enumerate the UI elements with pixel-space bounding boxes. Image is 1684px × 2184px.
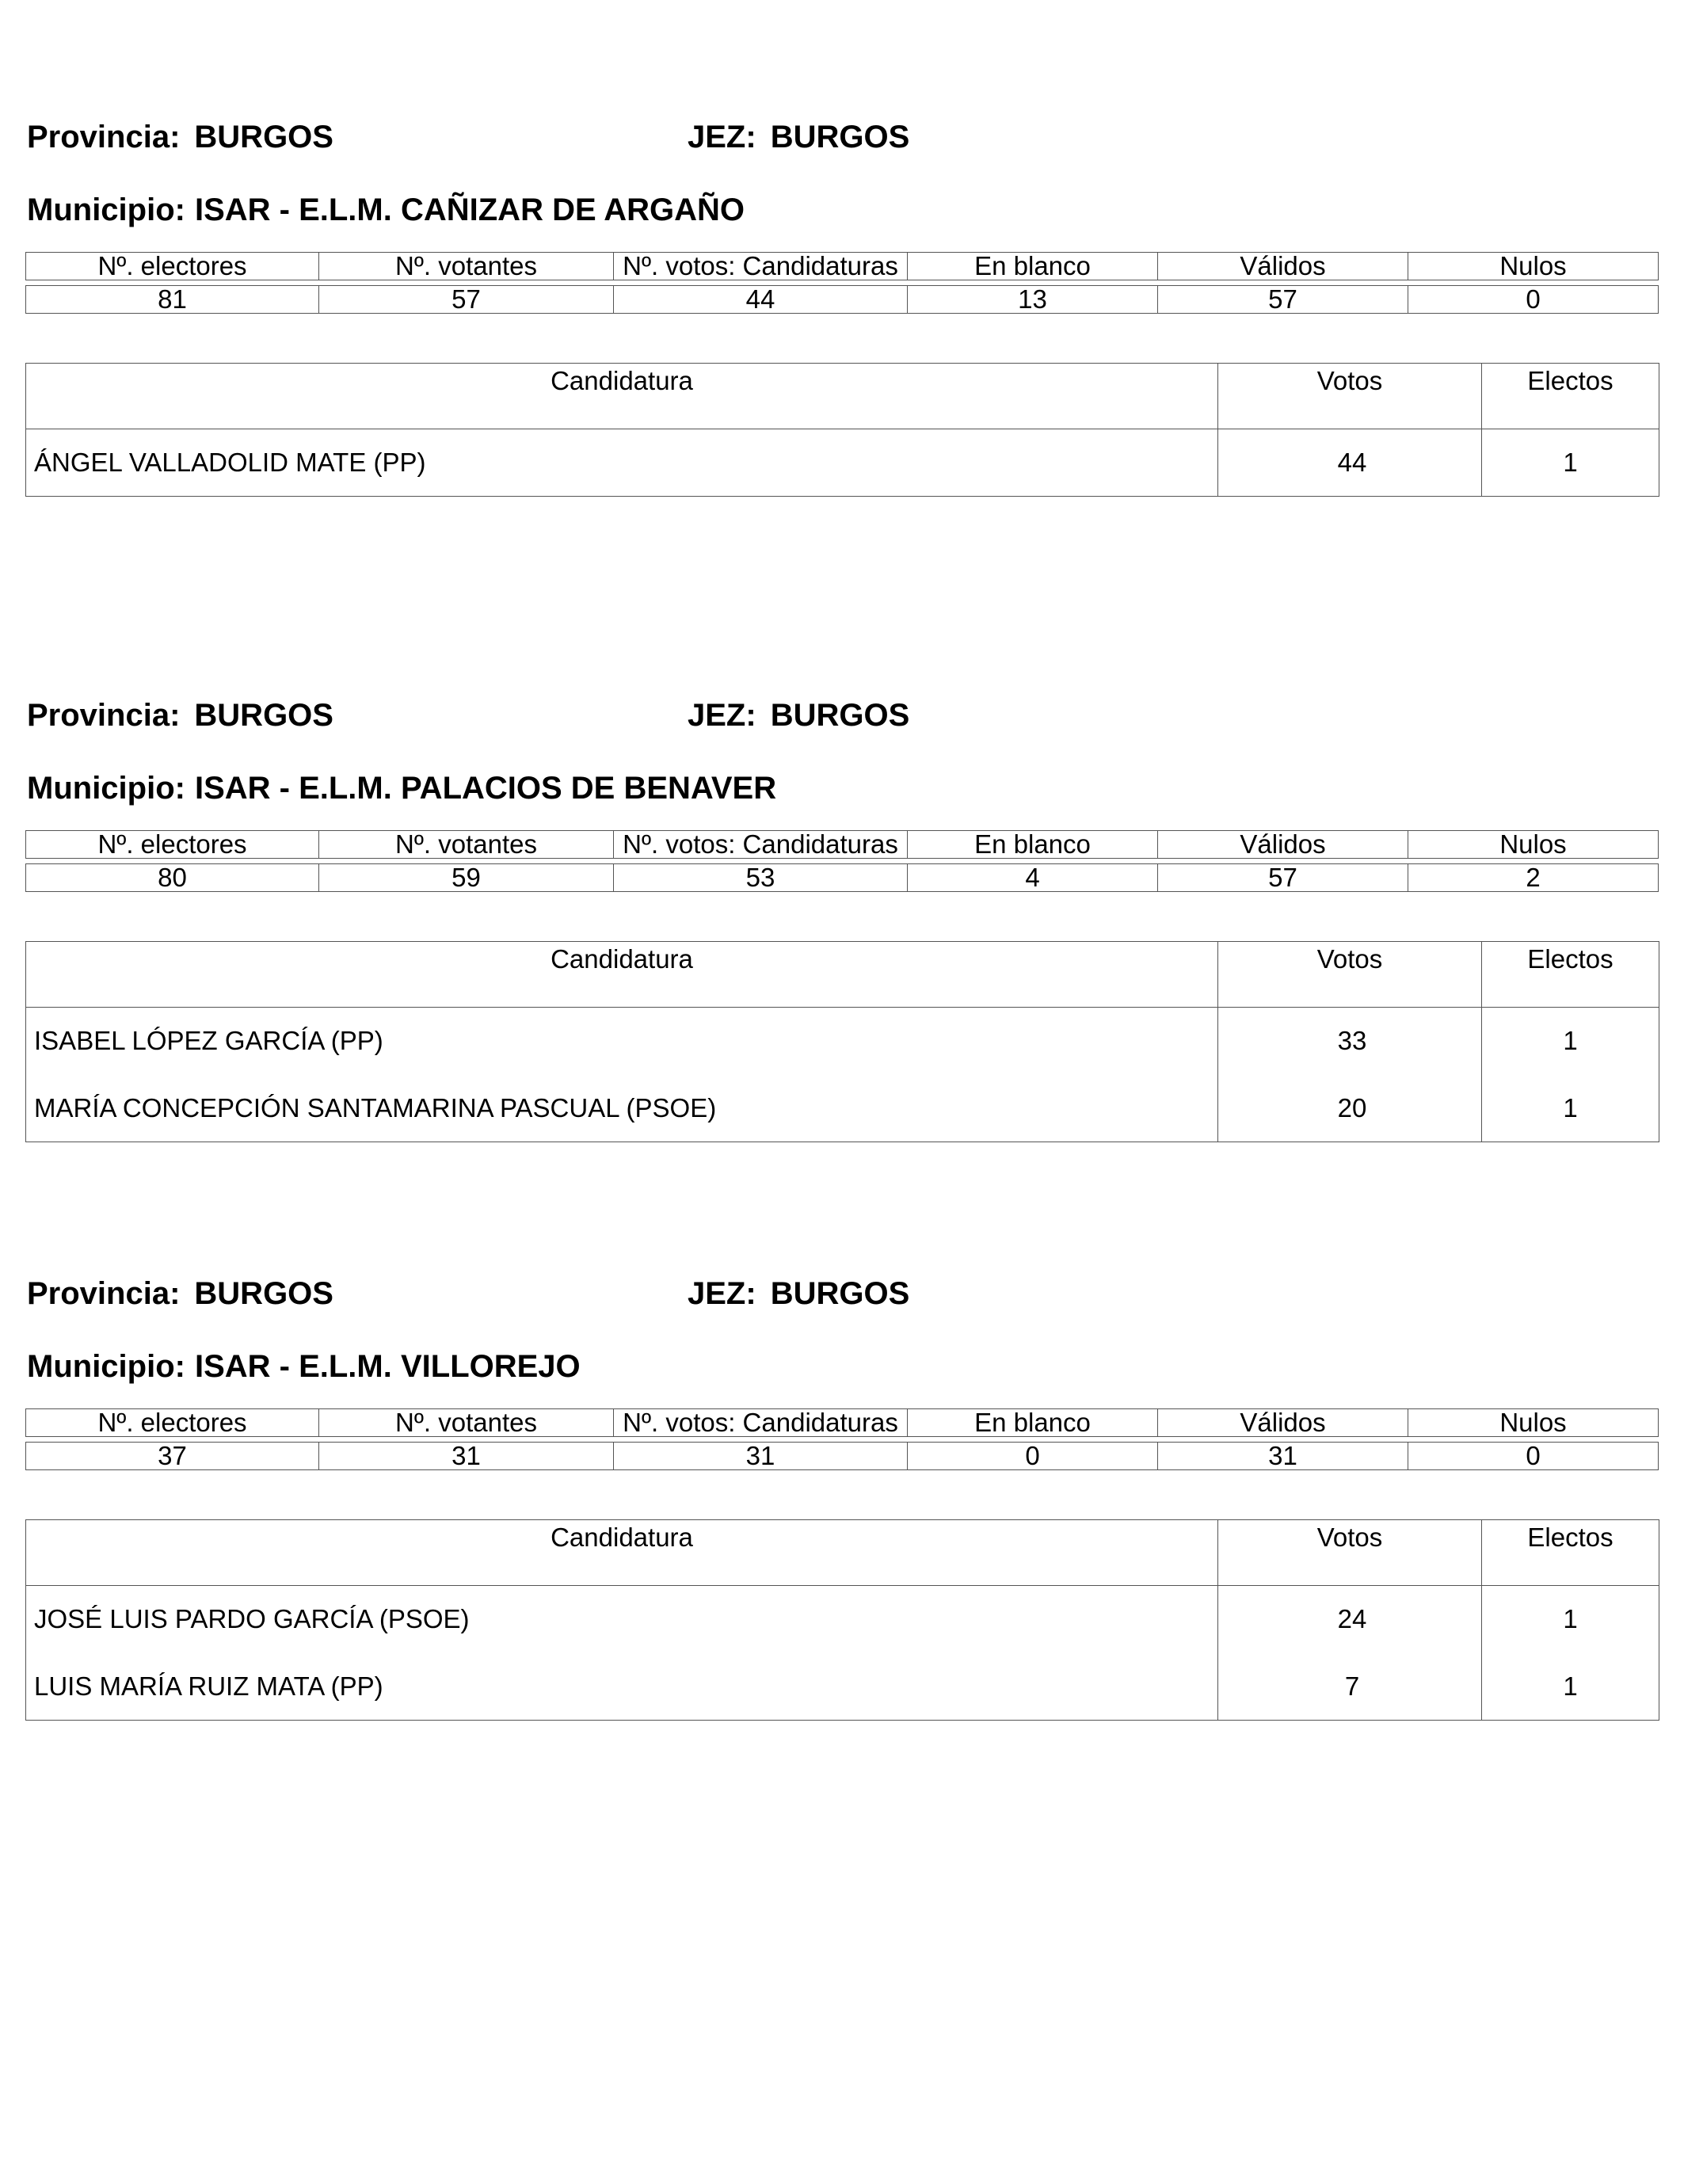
- jez-line: [688, 692, 909, 739]
- provincia-line: [27, 113, 333, 161]
- provincia-label: Provincia:: [27, 120, 181, 154]
- candidate-name: MARÍA CONCEPCIÓN SANTAMARINA PASCUAL (PSOE): [26, 1074, 1218, 1142]
- electos-header: Electos: [1482, 942, 1659, 1008]
- municipio-line: [27, 186, 745, 234]
- stat-value: 0: [908, 1442, 1158, 1470]
- municipio-label: Municipio:: [27, 771, 185, 806]
- municipio-line: [27, 1343, 581, 1390]
- candidate-electos: 1: [1482, 1008, 1659, 1075]
- stat-header: Válidos: [1158, 252, 1408, 280]
- candidate-votes: 44: [1218, 429, 1482, 497]
- candidate-votes: 24: [1218, 1586, 1482, 1653]
- candidatura-header: Candidatura: [26, 1520, 1218, 1586]
- candidate-name: ÁNGEL VALLADOLID MATE (PP): [26, 429, 1218, 497]
- stat-header: Nº. votantes: [319, 252, 614, 280]
- jez-value: BURGOS: [770, 1276, 910, 1311]
- stat-header: Nulos: [1408, 1408, 1659, 1437]
- stat-header: Nulos: [1408, 830, 1659, 859]
- stats-value-row: [25, 863, 1659, 892]
- jez-label: JEZ:: [688, 1276, 756, 1311]
- stat-value: 44: [614, 285, 908, 314]
- stat-header: Nº. votos: Candidaturas: [614, 830, 908, 859]
- stat-value: 0: [1408, 285, 1659, 314]
- stat-value: 13: [908, 285, 1158, 314]
- municipio-value: ISAR - E.L.M. VILLOREJO: [194, 1349, 581, 1384]
- stat-value: 80: [25, 863, 319, 892]
- candidate-electos: 1: [1482, 1652, 1659, 1721]
- stats-header-row: [25, 1408, 1659, 1437]
- jez-line: [688, 1270, 909, 1317]
- stats-value-row: [25, 285, 1659, 314]
- candidates-table: [25, 941, 1659, 1142]
- stat-value: 37: [25, 1442, 319, 1470]
- candidate-row: [26, 1074, 1659, 1142]
- stats-table: [25, 247, 1659, 318]
- jez-value: BURGOS: [770, 698, 910, 733]
- candidates-header-row: [26, 1520, 1659, 1586]
- stat-value: 57: [1158, 285, 1408, 314]
- stat-header: Nº. votos: Candidaturas: [614, 1408, 908, 1437]
- candidate-name: JOSÉ LUIS PARDO GARCÍA (PSOE): [26, 1586, 1218, 1653]
- stat-header: Válidos: [1158, 1408, 1408, 1437]
- stats-table: [25, 1404, 1659, 1475]
- stats-header-row: [25, 830, 1659, 859]
- stat-value: 59: [319, 863, 614, 892]
- candidate-votes: 7: [1218, 1652, 1482, 1721]
- candidate-votes: 20: [1218, 1074, 1482, 1142]
- stat-value: 53: [614, 863, 908, 892]
- stats-table: [25, 825, 1659, 897]
- municipio-label: Municipio:: [27, 1349, 185, 1384]
- candidate-electos: 1: [1482, 429, 1659, 497]
- votos-header: Votos: [1218, 1520, 1482, 1586]
- stats-header-row: [25, 252, 1659, 280]
- candidate-votes: 33: [1218, 1008, 1482, 1075]
- stat-header: En blanco: [908, 830, 1158, 859]
- candidate-row: [26, 429, 1659, 497]
- provincia-value: BURGOS: [194, 120, 333, 154]
- electos-header: Electos: [1482, 1520, 1659, 1586]
- candidate-electos: 1: [1482, 1586, 1659, 1653]
- municipio-label: Municipio:: [27, 192, 185, 227]
- stat-value: 31: [614, 1442, 908, 1470]
- candidate-electos: 1: [1482, 1074, 1659, 1142]
- stat-header: Nº. votos: Candidaturas: [614, 252, 908, 280]
- stat-value: 31: [1158, 1442, 1408, 1470]
- provincia-label: Provincia:: [27, 698, 181, 733]
- municipio-value: ISAR - E.L.M. PALACIOS DE BENAVER: [194, 771, 777, 806]
- stat-header: Válidos: [1158, 830, 1408, 859]
- municipio-value: ISAR - E.L.M. CAÑIZAR DE ARGAÑO: [194, 192, 745, 227]
- jez-label: JEZ:: [688, 698, 756, 733]
- provincia-value: BURGOS: [194, 1276, 333, 1311]
- stat-header: Nº. votantes: [319, 830, 614, 859]
- candidates-table: [25, 363, 1659, 497]
- electos-header: Electos: [1482, 364, 1659, 429]
- stat-header: En blanco: [908, 1408, 1158, 1437]
- stat-header: Nº. votantes: [319, 1408, 614, 1437]
- stat-header: Nº. electores: [25, 830, 319, 859]
- votos-header: Votos: [1218, 942, 1482, 1008]
- candidate-row: [26, 1652, 1659, 1721]
- candidatura-header: Candidatura: [26, 364, 1218, 429]
- votos-header: Votos: [1218, 364, 1482, 429]
- candidate-row: [26, 1586, 1659, 1653]
- jez-value: BURGOS: [770, 120, 910, 154]
- stat-header: Nº. electores: [25, 252, 319, 280]
- provincia-line: [27, 1270, 333, 1317]
- stat-value: 57: [1158, 863, 1408, 892]
- candidates-header-row: [26, 942, 1659, 1008]
- jez-line: [688, 113, 909, 161]
- stat-value: 4: [908, 863, 1158, 892]
- candidates-header-row: [26, 364, 1659, 429]
- stat-value: 57: [319, 285, 614, 314]
- stat-value: 0: [1408, 1442, 1659, 1470]
- candidate-row: [26, 1008, 1659, 1075]
- municipio-line: [27, 764, 776, 812]
- stat-value: 2: [1408, 863, 1659, 892]
- candidate-name: ISABEL LÓPEZ GARCÍA (PP): [26, 1008, 1218, 1075]
- jez-label: JEZ:: [688, 120, 756, 154]
- candidate-name: LUIS MARÍA RUIZ MATA (PP): [26, 1652, 1218, 1721]
- candidates-table: [25, 1519, 1659, 1721]
- stat-header: Nulos: [1408, 252, 1659, 280]
- stat-value: 31: [319, 1442, 614, 1470]
- stat-header: En blanco: [908, 252, 1158, 280]
- stat-value: 81: [25, 285, 319, 314]
- candidatura-header: Candidatura: [26, 942, 1218, 1008]
- stat-header: Nº. electores: [25, 1408, 319, 1437]
- provincia-line: [27, 692, 333, 739]
- stats-value-row: [25, 1442, 1659, 1470]
- provincia-value: BURGOS: [194, 698, 333, 733]
- provincia-label: Provincia:: [27, 1276, 181, 1311]
